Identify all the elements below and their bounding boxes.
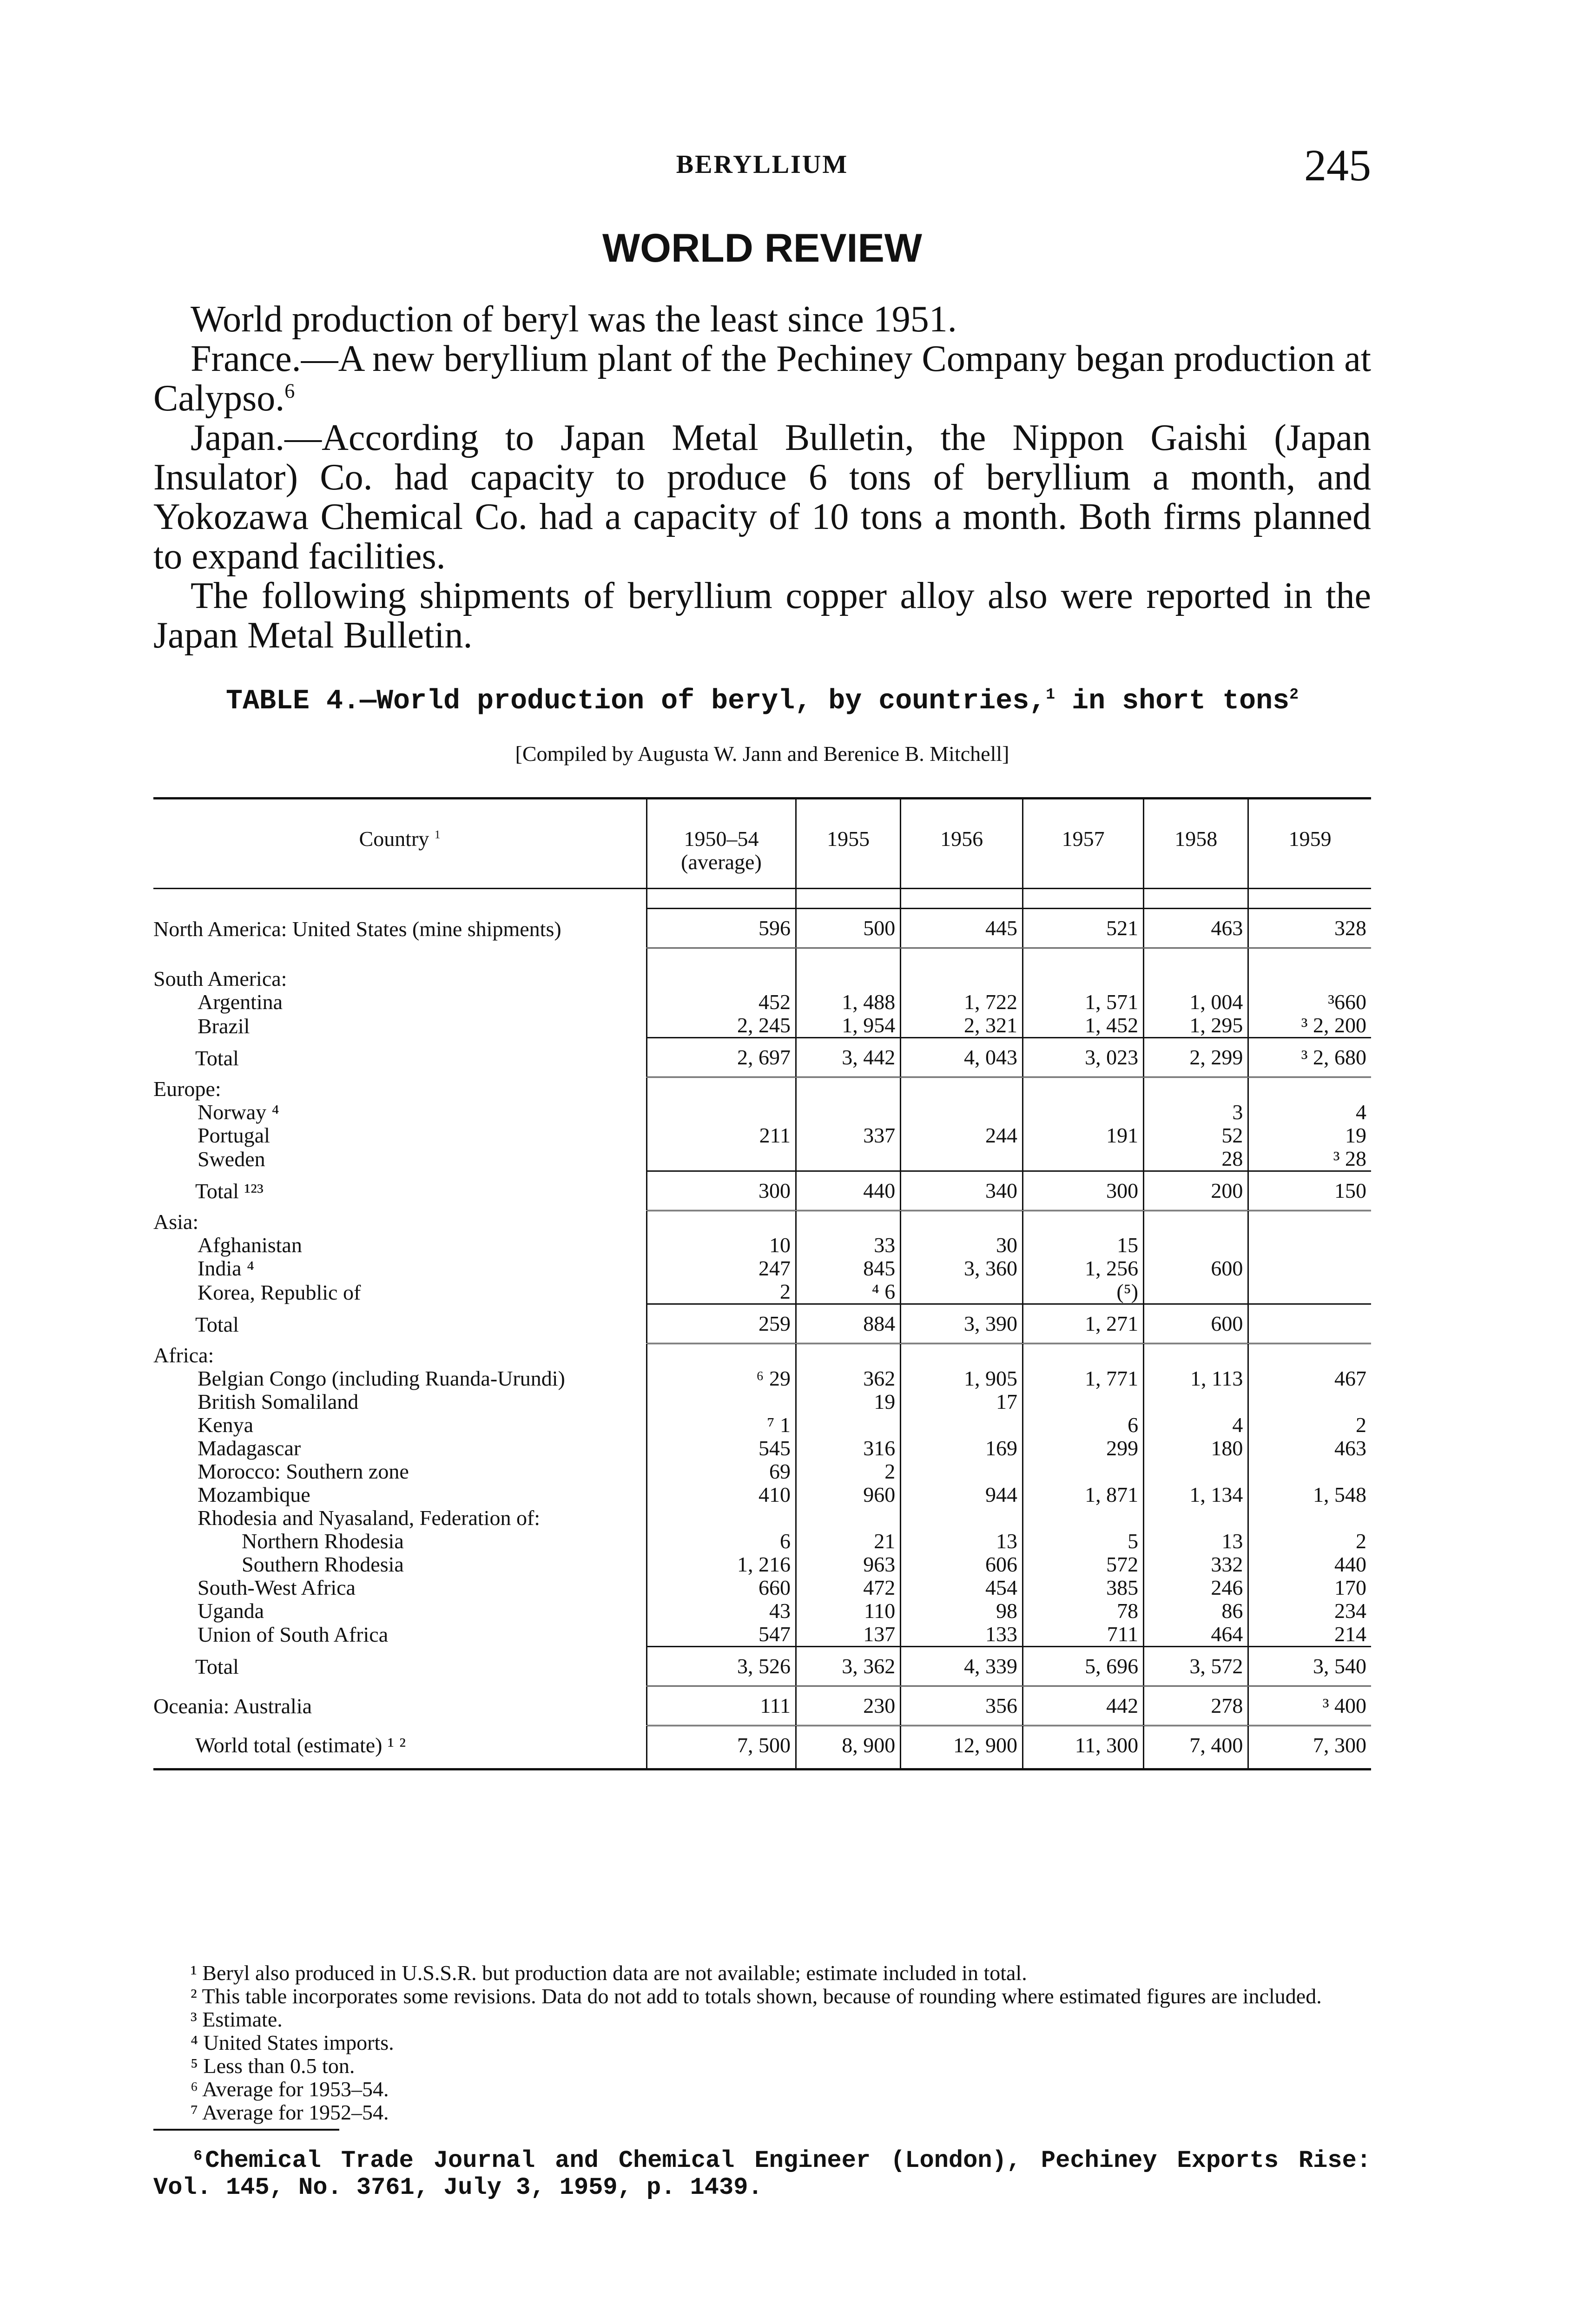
row-label: British Somaliland bbox=[198, 1389, 359, 1413]
table-cell bbox=[901, 1280, 1023, 1304]
table-cell bbox=[647, 1506, 796, 1530]
table-cell: 3, 572 bbox=[1144, 1646, 1248, 1686]
table-row bbox=[153, 1344, 1371, 1367]
table-cell bbox=[901, 1210, 1023, 1234]
table-caption-text: TABLE 4.—World production of beryl, by countries, bbox=[225, 686, 1046, 717]
table-row bbox=[153, 1304, 1371, 1344]
table-row bbox=[153, 1171, 1371, 1210]
table-cell: 300 bbox=[1023, 1171, 1144, 1210]
table-cell: 200 bbox=[1144, 1171, 1248, 1210]
table-cell bbox=[647, 1147, 796, 1171]
table-cell: ³ 2, 200 bbox=[1248, 1014, 1371, 1038]
table-cell: 545 bbox=[647, 1437, 796, 1460]
table-cell: 884 bbox=[796, 1304, 900, 1344]
row-label: Southern Rhodesia bbox=[242, 1552, 404, 1576]
running-title: BERYLLIUM bbox=[676, 150, 849, 179]
table-cell: 410 bbox=[647, 1483, 796, 1506]
table-cell: 452 bbox=[647, 990, 796, 1014]
table-cell: 78 bbox=[1023, 1599, 1144, 1623]
table-caption-ref-2: 2 bbox=[1289, 686, 1299, 703]
table-cell: 1, 771 bbox=[1023, 1367, 1144, 1390]
table-cell: 385 bbox=[1023, 1576, 1144, 1599]
table-cell: 10 bbox=[647, 1234, 796, 1257]
table-row bbox=[153, 1725, 1371, 1769]
table-cell: 3, 540 bbox=[1248, 1646, 1371, 1686]
beryl-production-table bbox=[153, 797, 1371, 1770]
table-cell: 440 bbox=[1248, 1553, 1371, 1576]
table-cell bbox=[1144, 1506, 1248, 1530]
table-row bbox=[153, 1530, 1371, 1553]
table-cell: 86 bbox=[1144, 1599, 1248, 1623]
table-row bbox=[153, 1210, 1371, 1234]
table-cell: 4, 339 bbox=[901, 1646, 1023, 1686]
table-cell bbox=[1248, 1210, 1371, 1234]
footnote-7: ⁷ Average for 1952–54. bbox=[191, 2100, 389, 2124]
table-cell bbox=[1023, 1344, 1144, 1367]
footnote-6: ⁶ Average for 1953–54. bbox=[191, 2077, 389, 2101]
table-cell: 1, 548 bbox=[1248, 1483, 1371, 1506]
row-label: World total (estimate) ¹ ² bbox=[195, 1733, 406, 1757]
table-cell bbox=[647, 1390, 796, 1413]
table-cell bbox=[901, 1506, 1023, 1530]
table-row bbox=[153, 1147, 1371, 1171]
table-cell: 2 bbox=[647, 1280, 796, 1304]
table-header-row bbox=[153, 799, 1371, 889]
table-cell: 711 bbox=[1023, 1623, 1144, 1647]
table-cell bbox=[796, 1101, 900, 1124]
table-cell: 300 bbox=[647, 1171, 796, 1210]
table-row bbox=[153, 1623, 1371, 1647]
table-cell: ³ 400 bbox=[1248, 1686, 1371, 1725]
row-label: Mozambique bbox=[198, 1482, 310, 1506]
column-header-1957: 1957 bbox=[1023, 799, 1144, 889]
table-cell: 2, 697 bbox=[647, 1038, 796, 1077]
table-cell: 69 bbox=[647, 1460, 796, 1483]
table-cell: 110 bbox=[796, 1599, 900, 1623]
table-cell: 1, 216 bbox=[647, 1553, 796, 1576]
row-label: Morocco: Southern zone bbox=[198, 1459, 409, 1483]
table-cell bbox=[1248, 967, 1371, 990]
table-cell: 3, 390 bbox=[901, 1304, 1023, 1344]
table-row bbox=[153, 909, 1371, 948]
row-label: South-West Africa bbox=[198, 1575, 356, 1599]
table-row bbox=[153, 1101, 1371, 1124]
table-cell: 7, 500 bbox=[647, 1725, 796, 1769]
table-row bbox=[153, 1390, 1371, 1413]
table-cell bbox=[901, 1413, 1023, 1437]
table-cell: 299 bbox=[1023, 1437, 1144, 1460]
table-cell: 214 bbox=[1248, 1623, 1371, 1647]
table-cell: 13 bbox=[901, 1530, 1023, 1553]
table-cell: 4 bbox=[1144, 1413, 1248, 1437]
column-header-1959: 1959 bbox=[1248, 799, 1371, 889]
table-cell: ⁶ 29 bbox=[647, 1367, 796, 1390]
spacer-row bbox=[153, 948, 1371, 968]
table-row bbox=[153, 1413, 1371, 1437]
table-cell: 1, 256 bbox=[1023, 1257, 1144, 1280]
table-cell: 137 bbox=[796, 1623, 900, 1647]
column-header-1956: 1956 bbox=[901, 799, 1023, 889]
table-row bbox=[153, 967, 1371, 990]
table-cell bbox=[1144, 1390, 1248, 1413]
table-cell bbox=[1248, 1280, 1371, 1304]
row-label: Total bbox=[195, 1046, 239, 1070]
table-row bbox=[153, 1686, 1371, 1725]
table-cell: 337 bbox=[796, 1124, 900, 1147]
table-cell bbox=[1248, 1234, 1371, 1257]
table-cell: 1, 004 bbox=[1144, 990, 1248, 1014]
table-body bbox=[153, 889, 1371, 1769]
footnote-3: ³ Estimate. bbox=[191, 2007, 283, 2031]
table-cell bbox=[796, 1210, 900, 1234]
table-cell bbox=[901, 1460, 1023, 1483]
table-cell: 1, 571 bbox=[1023, 990, 1144, 1014]
paragraph-1: World production of beryl was the least since 1951. bbox=[191, 299, 957, 340]
table-cell bbox=[647, 967, 796, 990]
table-cell: 1, 722 bbox=[901, 990, 1023, 1014]
table-cell: 316 bbox=[796, 1437, 900, 1460]
table-cell: 244 bbox=[901, 1124, 1023, 1147]
table-cell: 463 bbox=[1248, 1437, 1371, 1460]
row-label: India ⁴ bbox=[198, 1256, 255, 1280]
table-row bbox=[153, 1506, 1371, 1530]
row-label: North America: United States (mine shipments) bbox=[153, 917, 561, 941]
table-cell: 2 bbox=[1248, 1530, 1371, 1553]
table-cell: 2, 245 bbox=[647, 1014, 796, 1038]
table-cell: 960 bbox=[796, 1483, 900, 1506]
paragraph-lead-japan: Japan. bbox=[191, 417, 285, 458]
paragraph-lead-france: France. bbox=[191, 338, 301, 379]
table-compiled-by: [Compiled by Augusta W. Jann and Berenice B. Mitchell] bbox=[515, 742, 1009, 766]
table-cell bbox=[1023, 1147, 1144, 1171]
table-cell bbox=[647, 1210, 796, 1234]
table-cell bbox=[647, 1077, 796, 1101]
table-row bbox=[153, 1437, 1371, 1460]
table-cell: 28 bbox=[1144, 1147, 1248, 1171]
table-cell: 3, 023 bbox=[1023, 1038, 1144, 1077]
table-cell: 1, 271 bbox=[1023, 1304, 1144, 1344]
table-cell bbox=[901, 1344, 1023, 1367]
row-label: Afghanistan bbox=[198, 1233, 302, 1257]
table-cell bbox=[647, 1344, 796, 1367]
column-header-country-label: Country bbox=[359, 827, 429, 851]
table-cell: 463 bbox=[1144, 909, 1248, 948]
table-cell: ⁴ 6 bbox=[796, 1280, 900, 1304]
table-cell bbox=[901, 1147, 1023, 1171]
table-cell: 660 bbox=[647, 1576, 796, 1599]
row-label: Northern Rhodesia bbox=[242, 1529, 404, 1553]
table-cell bbox=[796, 967, 900, 990]
table-cell: 17 bbox=[901, 1390, 1023, 1413]
table-cell: 2 bbox=[796, 1460, 900, 1483]
footnote-4: ⁴ United States imports. bbox=[191, 2031, 394, 2054]
row-label: Union of South Africa bbox=[198, 1623, 389, 1646]
table-caption bbox=[153, 686, 1371, 717]
table-cell: 3, 442 bbox=[796, 1038, 900, 1077]
table-row bbox=[153, 1280, 1371, 1304]
table-cell: 442 bbox=[1023, 1686, 1144, 1725]
row-label: Korea, Republic of bbox=[198, 1280, 361, 1304]
table-cell: 464 bbox=[1144, 1623, 1248, 1647]
table-cell bbox=[1248, 1304, 1371, 1344]
page-footnote-ref: ⁶ bbox=[191, 2147, 205, 2174]
table-cell: 133 bbox=[901, 1623, 1023, 1647]
table-cell: 440 bbox=[796, 1171, 900, 1210]
table-cell: ³ 2, 680 bbox=[1248, 1038, 1371, 1077]
table-cell: 30 bbox=[901, 1234, 1023, 1257]
table-row bbox=[153, 1257, 1371, 1280]
table-cell: 521 bbox=[1023, 909, 1144, 948]
table-cell bbox=[1144, 1234, 1248, 1257]
row-label: Madagascar bbox=[198, 1436, 301, 1460]
table-cell bbox=[1144, 1280, 1248, 1304]
table-cell: 234 bbox=[1248, 1599, 1371, 1623]
table-cell: 3 bbox=[1144, 1101, 1248, 1124]
row-label: Asia: bbox=[153, 1210, 199, 1234]
table-cell bbox=[1023, 1210, 1144, 1234]
table-cell: 52 bbox=[1144, 1124, 1248, 1147]
spacer-row bbox=[153, 889, 1371, 909]
table-cell: 5 bbox=[1023, 1530, 1144, 1553]
table-cell bbox=[1248, 1077, 1371, 1101]
table-cell: 600 bbox=[1144, 1304, 1248, 1344]
table-cell: 278 bbox=[1144, 1686, 1248, 1725]
table-cell bbox=[1023, 1077, 1144, 1101]
table-row bbox=[153, 1599, 1371, 1623]
row-label: Kenya bbox=[198, 1413, 254, 1437]
table-cell: 191 bbox=[1023, 1124, 1144, 1147]
table-cell: 7, 300 bbox=[1248, 1725, 1371, 1769]
table-cell: 963 bbox=[796, 1553, 900, 1576]
row-label: South America: bbox=[153, 967, 287, 990]
table-cell: 3, 360 bbox=[901, 1257, 1023, 1280]
table-cell: 2, 321 bbox=[901, 1014, 1023, 1038]
footnote-ref: 1 bbox=[434, 828, 441, 841]
table-cell bbox=[796, 1147, 900, 1171]
table-row bbox=[153, 1460, 1371, 1483]
table-cell bbox=[901, 1101, 1023, 1124]
paragraph-text-france: —A new beryllium plant of the Pechiney Company began production at Calypso. bbox=[153, 338, 1371, 419]
section-title: WORLD REVIEW bbox=[602, 226, 922, 271]
row-label: Brazil bbox=[198, 1014, 250, 1038]
table-cell: 98 bbox=[901, 1599, 1023, 1623]
row-label: Portugal bbox=[198, 1123, 270, 1147]
row-label: Norway ⁴ bbox=[198, 1100, 279, 1124]
table-cell: 472 bbox=[796, 1576, 900, 1599]
table-cell: 445 bbox=[901, 909, 1023, 948]
body-text bbox=[153, 300, 1371, 655]
row-label: Rhodesia and Nyasaland, Federation of: bbox=[198, 1505, 541, 1530]
table-cell: 3, 526 bbox=[647, 1646, 796, 1686]
page-footnote-text: Chemical Trade Journal and Chemical Engineer (London), Pechiney Exports Rise: Vol. 145, No. 3761, July 3, 1959, p. 1439. bbox=[153, 2147, 1371, 2201]
table-cell bbox=[901, 1077, 1023, 1101]
page-footnote bbox=[153, 2147, 1371, 2201]
table-cell: 572 bbox=[1023, 1553, 1144, 1576]
table-cell bbox=[1023, 967, 1144, 990]
paragraph-text-japan: —According to Japan Metal Bulletin, the Nippon Gaishi (Japan Insulator) Co. had capacity to produce 6 tons of beryllium a month, and Yokozawa Chemical Co. had a capacity of 10 tons a month. Both firms planned to expand facilities. bbox=[153, 417, 1371, 577]
page-header bbox=[153, 139, 1371, 190]
table-cell bbox=[1248, 1460, 1371, 1483]
table-cell bbox=[647, 1101, 796, 1124]
table-row bbox=[153, 990, 1371, 1014]
table-cell: 500 bbox=[796, 909, 900, 948]
table-cell: 259 bbox=[647, 1304, 796, 1344]
table-cell bbox=[1248, 1506, 1371, 1530]
table-cell: 12, 900 bbox=[901, 1725, 1023, 1769]
table-cell: 845 bbox=[796, 1257, 900, 1280]
table-cell: 13 bbox=[1144, 1530, 1248, 1553]
table-cell: 6 bbox=[1023, 1413, 1144, 1437]
row-label: Belgian Congo (including Ruanda-Urundi) bbox=[198, 1366, 565, 1390]
table-cell: 2 bbox=[1248, 1413, 1371, 1437]
table-cell: ⁷ 1 bbox=[647, 1413, 796, 1437]
table-row bbox=[153, 1038, 1371, 1077]
table-cell: 19 bbox=[1248, 1124, 1371, 1147]
table-cell bbox=[796, 1506, 900, 1530]
row-label: Uganda bbox=[198, 1598, 264, 1623]
table-cell: 180 bbox=[1144, 1437, 1248, 1460]
table-cell: 454 bbox=[901, 1576, 1023, 1599]
column-header-1950-54 bbox=[647, 799, 796, 889]
table-row bbox=[153, 1646, 1371, 1686]
column-header-country bbox=[153, 799, 647, 889]
table-cell: 230 bbox=[796, 1686, 900, 1725]
table-cell bbox=[1144, 1210, 1248, 1234]
table-cell: 1, 905 bbox=[901, 1367, 1023, 1390]
footnote-5: ⁵ Less than 0.5 ton. bbox=[191, 2054, 355, 2078]
table-cell: 211 bbox=[647, 1124, 796, 1147]
table-cell: 547 bbox=[647, 1623, 796, 1647]
table-cell bbox=[796, 1077, 900, 1101]
table-cell bbox=[796, 1344, 900, 1367]
data-table bbox=[153, 797, 1371, 1770]
table-cell bbox=[1144, 1077, 1248, 1101]
table-row bbox=[153, 1367, 1371, 1390]
table-cell: 467 bbox=[1248, 1367, 1371, 1390]
column-header-label: 1950–54 bbox=[684, 827, 759, 851]
paragraph-france bbox=[153, 339, 1371, 418]
table-cell: 43 bbox=[647, 1599, 796, 1623]
table-cell: 4, 043 bbox=[901, 1038, 1023, 1077]
paragraph-japan bbox=[153, 418, 1371, 576]
table-cell: 170 bbox=[1248, 1576, 1371, 1599]
table-cell bbox=[901, 967, 1023, 990]
table-row bbox=[153, 1553, 1371, 1576]
table-cell: 169 bbox=[901, 1437, 1023, 1460]
table-caption-ref-1: 1 bbox=[1046, 686, 1055, 703]
table-cell: 332 bbox=[1144, 1553, 1248, 1576]
table-cell: 596 bbox=[647, 909, 796, 948]
table-row bbox=[153, 1014, 1371, 1038]
table-cell: 8, 900 bbox=[796, 1725, 900, 1769]
table-row bbox=[153, 1234, 1371, 1257]
table-cell: 21 bbox=[796, 1530, 900, 1553]
column-header-1958: 1958 bbox=[1144, 799, 1248, 889]
table-cell: 19 bbox=[796, 1390, 900, 1413]
table-cell bbox=[1023, 1460, 1144, 1483]
table-cell bbox=[1023, 1390, 1144, 1413]
table-cell: 606 bbox=[901, 1553, 1023, 1576]
table-cell: 111 bbox=[647, 1686, 796, 1725]
table-cell: 3, 362 bbox=[796, 1646, 900, 1686]
table-cell bbox=[1248, 1344, 1371, 1367]
table-cell: 944 bbox=[901, 1483, 1023, 1506]
table-cell: 1, 113 bbox=[1144, 1367, 1248, 1390]
table-cell: 328 bbox=[1248, 909, 1371, 948]
table-cell: 4 bbox=[1248, 1101, 1371, 1124]
row-label: Oceania: Australia bbox=[153, 1694, 312, 1718]
table-cell bbox=[1144, 967, 1248, 990]
footnote-ref: 6 bbox=[284, 379, 295, 403]
table-cell: 15 bbox=[1023, 1234, 1144, 1257]
row-label: Total ¹²³ bbox=[195, 1179, 264, 1203]
table-cell: 1, 954 bbox=[796, 1014, 900, 1038]
table-cell: ³660 bbox=[1248, 990, 1371, 1014]
table-cell: 340 bbox=[901, 1171, 1023, 1210]
row-label: Argentina bbox=[198, 990, 283, 1014]
table-row bbox=[153, 1124, 1371, 1147]
table-cell: 247 bbox=[647, 1257, 796, 1280]
table-cell: 246 bbox=[1144, 1576, 1248, 1599]
table-cell: 11, 300 bbox=[1023, 1725, 1144, 1769]
table-cell: 1, 134 bbox=[1144, 1483, 1248, 1506]
column-header-1955: 1955 bbox=[796, 799, 900, 889]
table-cell: 33 bbox=[796, 1234, 900, 1257]
paragraph-shipments: The following shipments of beryllium copper alloy also were reported in the Japan Metal Bulletin. bbox=[153, 575, 1371, 656]
table-cell: 356 bbox=[901, 1686, 1023, 1725]
table-cell: 7, 400 bbox=[1144, 1725, 1248, 1769]
table-cell: ³ 28 bbox=[1248, 1147, 1371, 1171]
table-cell: 1, 295 bbox=[1144, 1014, 1248, 1038]
table-caption-tail: in short tons bbox=[1055, 686, 1290, 717]
table-cell: 2, 299 bbox=[1144, 1038, 1248, 1077]
table-cell bbox=[1023, 1506, 1144, 1530]
column-header-sublabel: (average) bbox=[681, 850, 762, 874]
footnote-2: ² This table incorporates some revisions. Data do not add to totals shown, because of rounding where estimated figures are included. bbox=[191, 1984, 1322, 2008]
row-label: Sweden bbox=[198, 1147, 265, 1171]
table-cell bbox=[1144, 1460, 1248, 1483]
table-cell: 6 bbox=[647, 1530, 796, 1553]
footnote-divider bbox=[153, 2129, 339, 2131]
table-cell bbox=[1023, 1101, 1144, 1124]
row-label: Africa: bbox=[153, 1343, 214, 1367]
footnotes bbox=[153, 1961, 1371, 2124]
table-cell: 1, 452 bbox=[1023, 1014, 1144, 1038]
row-label: Europe: bbox=[153, 1076, 221, 1101]
table-cell: 5, 696 bbox=[1023, 1646, 1144, 1686]
table-row bbox=[153, 1483, 1371, 1506]
table-cell bbox=[796, 1413, 900, 1437]
table-cell: (⁵) bbox=[1023, 1280, 1144, 1304]
table-cell: 362 bbox=[796, 1367, 900, 1390]
table-cell: 150 bbox=[1248, 1171, 1371, 1210]
row-label: Total bbox=[195, 1655, 239, 1678]
table-cell bbox=[1248, 1257, 1371, 1280]
table-cell bbox=[1144, 1344, 1248, 1367]
footnote-1: ¹ Beryl also produced in U.S.S.R. but production data are not available; estimate included in total. bbox=[191, 1961, 1027, 1985]
row-label: Total bbox=[195, 1312, 239, 1336]
table-cell: 1, 871 bbox=[1023, 1483, 1144, 1506]
table-cell: 1, 488 bbox=[796, 990, 900, 1014]
table-row bbox=[153, 1576, 1371, 1599]
table-cell: 600 bbox=[1144, 1257, 1248, 1280]
page-number: 245 bbox=[1304, 140, 1371, 190]
table-cell bbox=[1248, 1390, 1371, 1413]
table-row bbox=[153, 1077, 1371, 1101]
